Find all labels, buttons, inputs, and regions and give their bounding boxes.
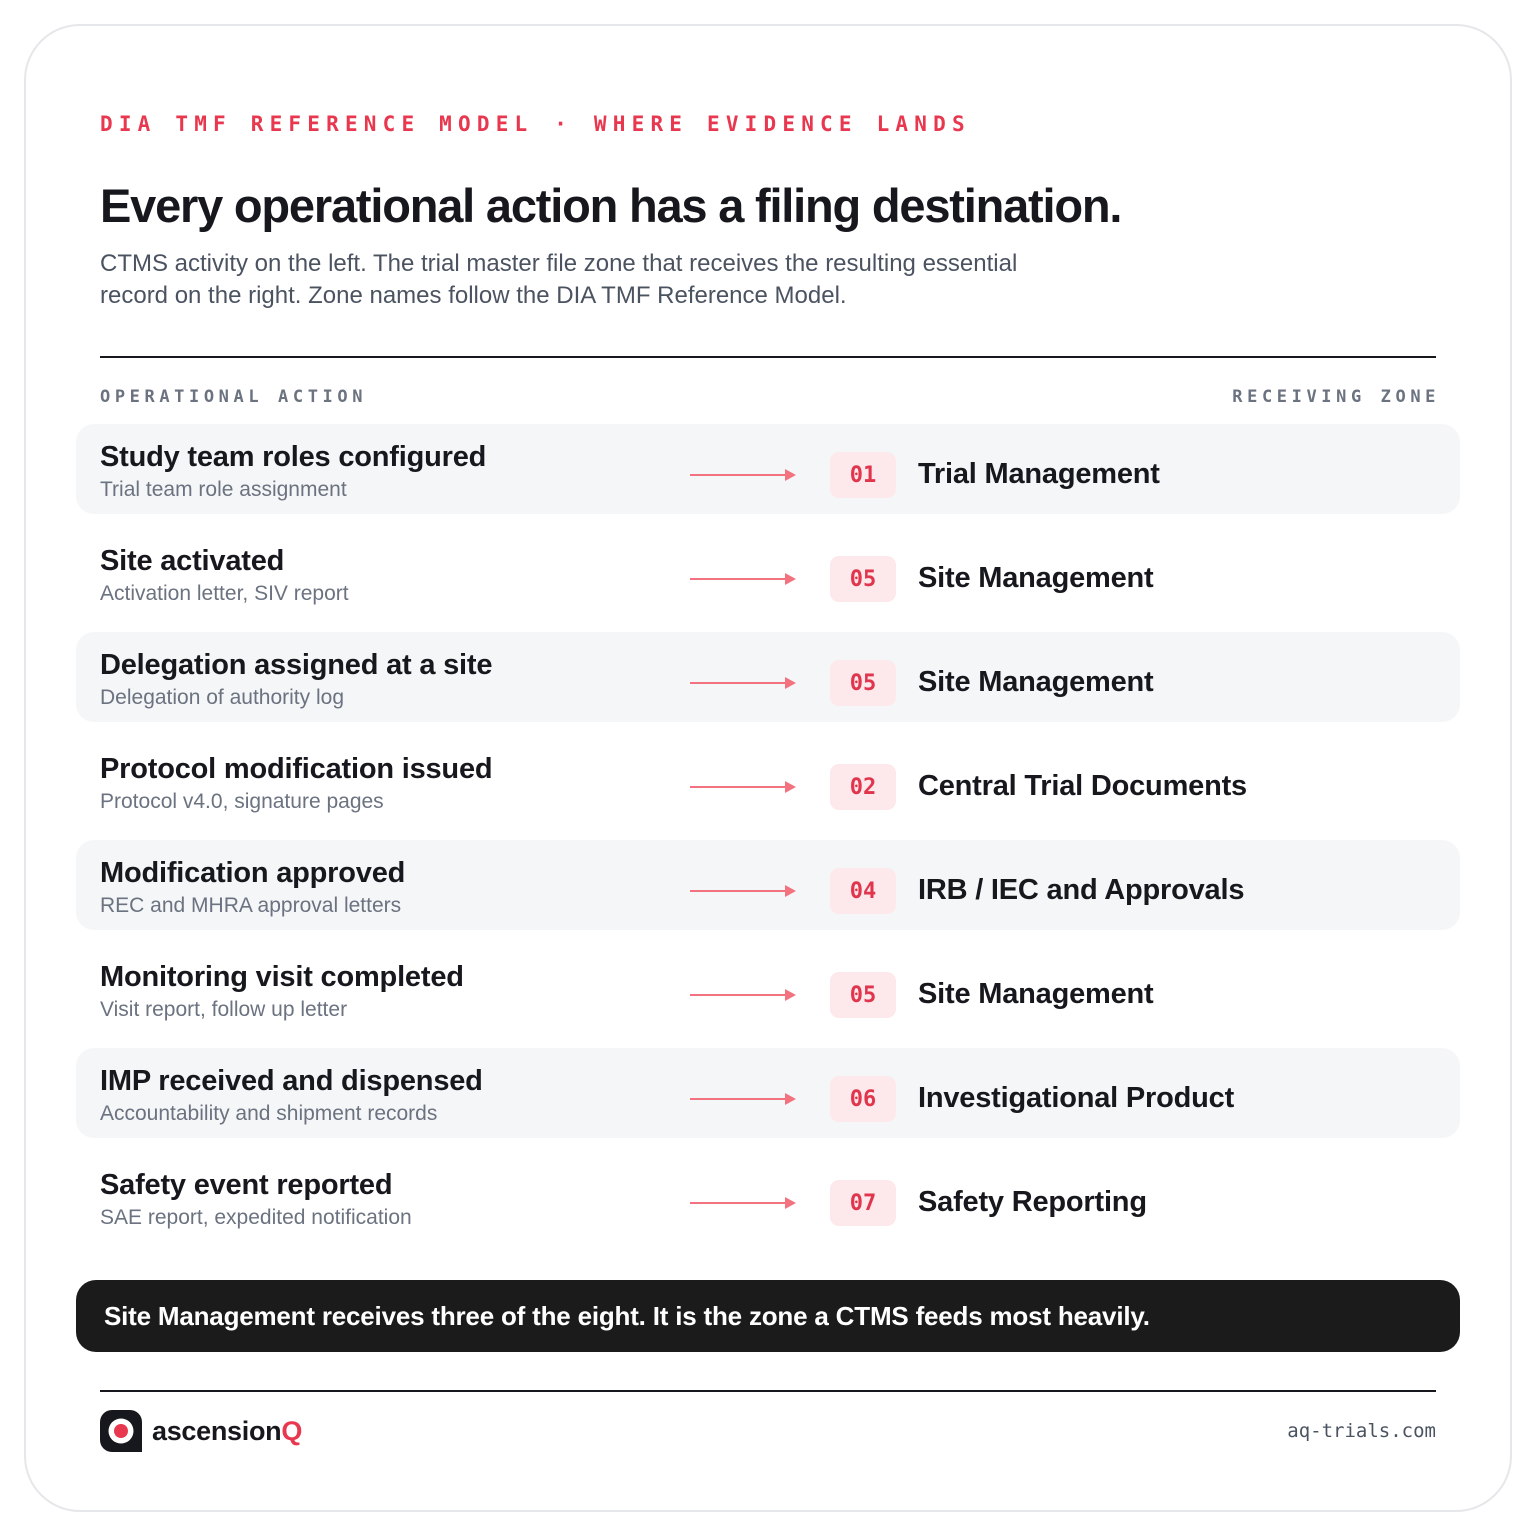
zone-number-badge: 07 <box>830 1180 896 1226</box>
mapping-row <box>76 944 1460 1034</box>
zone-name: Safety Reporting <box>918 1186 1147 1218</box>
action-detail: Visit report, follow up letter <box>100 998 348 1021</box>
action-detail: REC and MHRA approval letters <box>100 894 402 917</box>
bottom-divider <box>100 1390 1436 1392</box>
top-divider <box>100 356 1436 358</box>
column-header-zone: RECEIVING ZONE <box>1232 387 1440 407</box>
action-cell <box>100 648 492 711</box>
page-subtitle: CTMS activity on the left. The trial master file zone that receives the resulting essential record on the right. Zone names follow the DIA TMF Reference Model. <box>100 250 1018 309</box>
right-arrow-icon <box>690 781 796 793</box>
action-detail: Trial team role assignment <box>100 478 347 501</box>
eyebrow-separator: · <box>554 112 574 136</box>
action-detail: Activation letter, SIV report <box>100 582 349 605</box>
right-arrow-icon <box>690 677 796 689</box>
action-detail: SAE report, expedited notification <box>100 1206 412 1229</box>
brand-name-accent: Q <box>281 1415 303 1446</box>
action-title: Modification approved <box>100 857 406 889</box>
zone-name: Investigational Product <box>918 1082 1235 1114</box>
zone-name: Trial Management <box>918 458 1160 490</box>
mapping-list <box>76 424 1460 1256</box>
action-title: Site activated <box>100 545 285 577</box>
mapping-row <box>76 736 1460 826</box>
right-arrow-icon <box>690 1197 796 1209</box>
action-detail: Protocol v4.0, signature pages <box>100 790 384 813</box>
action-detail: Delegation of authority log <box>100 686 344 709</box>
summary-callout: Site Management receives three of the eight. It is the zone a CTMS feeds most heavily. <box>76 1280 1460 1352</box>
eyebrow-right: WHERE EVIDENCE LANDS <box>593 112 971 136</box>
mapping-row <box>76 424 1460 514</box>
action-cell <box>100 1064 483 1127</box>
right-arrow-icon <box>690 573 796 585</box>
brand-logo <box>100 1410 302 1452</box>
zone-number-badge: 05 <box>830 556 896 602</box>
mapping-row <box>76 528 1460 618</box>
action-title: Safety event reported <box>100 1169 393 1201</box>
ascensionq-logo-icon <box>100 1410 142 1452</box>
zone-number-badge: 05 <box>830 660 896 706</box>
zone-name: Site Management <box>918 562 1154 594</box>
right-arrow-icon <box>690 885 796 897</box>
mapping-row <box>76 1152 1460 1242</box>
brand-name <box>152 1416 302 1447</box>
action-cell <box>100 960 464 1023</box>
zone-number-badge: 01 <box>830 452 896 498</box>
action-title: Protocol modification issued <box>100 753 493 785</box>
action-title: IMP received and dispensed <box>100 1065 483 1097</box>
action-cell <box>100 440 486 503</box>
mapping-row <box>76 1048 1460 1138</box>
zone-number-badge: 02 <box>830 764 896 810</box>
zone-number-badge: 06 <box>830 1076 896 1122</box>
zone-name: IRB / IEC and Approvals <box>918 874 1245 906</box>
action-title: Monitoring visit completed <box>100 961 464 993</box>
zone-name: Site Management <box>918 666 1154 698</box>
right-arrow-icon <box>690 989 796 1001</box>
column-header-action: OPERATIONAL ACTION <box>100 387 368 407</box>
action-cell <box>100 544 349 607</box>
zone-number-badge: 05 <box>830 972 896 1018</box>
right-arrow-icon <box>690 1093 796 1105</box>
mapping-row <box>76 632 1460 722</box>
brand-name-main: ascension <box>152 1415 282 1446</box>
action-cell <box>100 752 492 815</box>
page-title: Every operational action has a filing destination. <box>100 179 1122 232</box>
action-cell <box>100 1168 412 1231</box>
action-title: Study team roles configured <box>100 441 487 473</box>
zone-number-badge: 04 <box>830 868 896 914</box>
action-cell <box>100 856 405 919</box>
eyebrow <box>100 112 971 136</box>
action-detail: Accountability and shipment records <box>100 1102 438 1125</box>
zone-name: Site Management <box>918 978 1154 1010</box>
action-title: Delegation assigned at a site <box>100 649 493 681</box>
mapping-row <box>76 840 1460 930</box>
website-url: aq-trials.com <box>1287 1420 1436 1442</box>
zone-name: Central Trial Documents <box>918 770 1247 802</box>
right-arrow-icon <box>690 469 796 481</box>
eyebrow-left: DIA TMF REFERENCE MODEL <box>100 112 534 136</box>
